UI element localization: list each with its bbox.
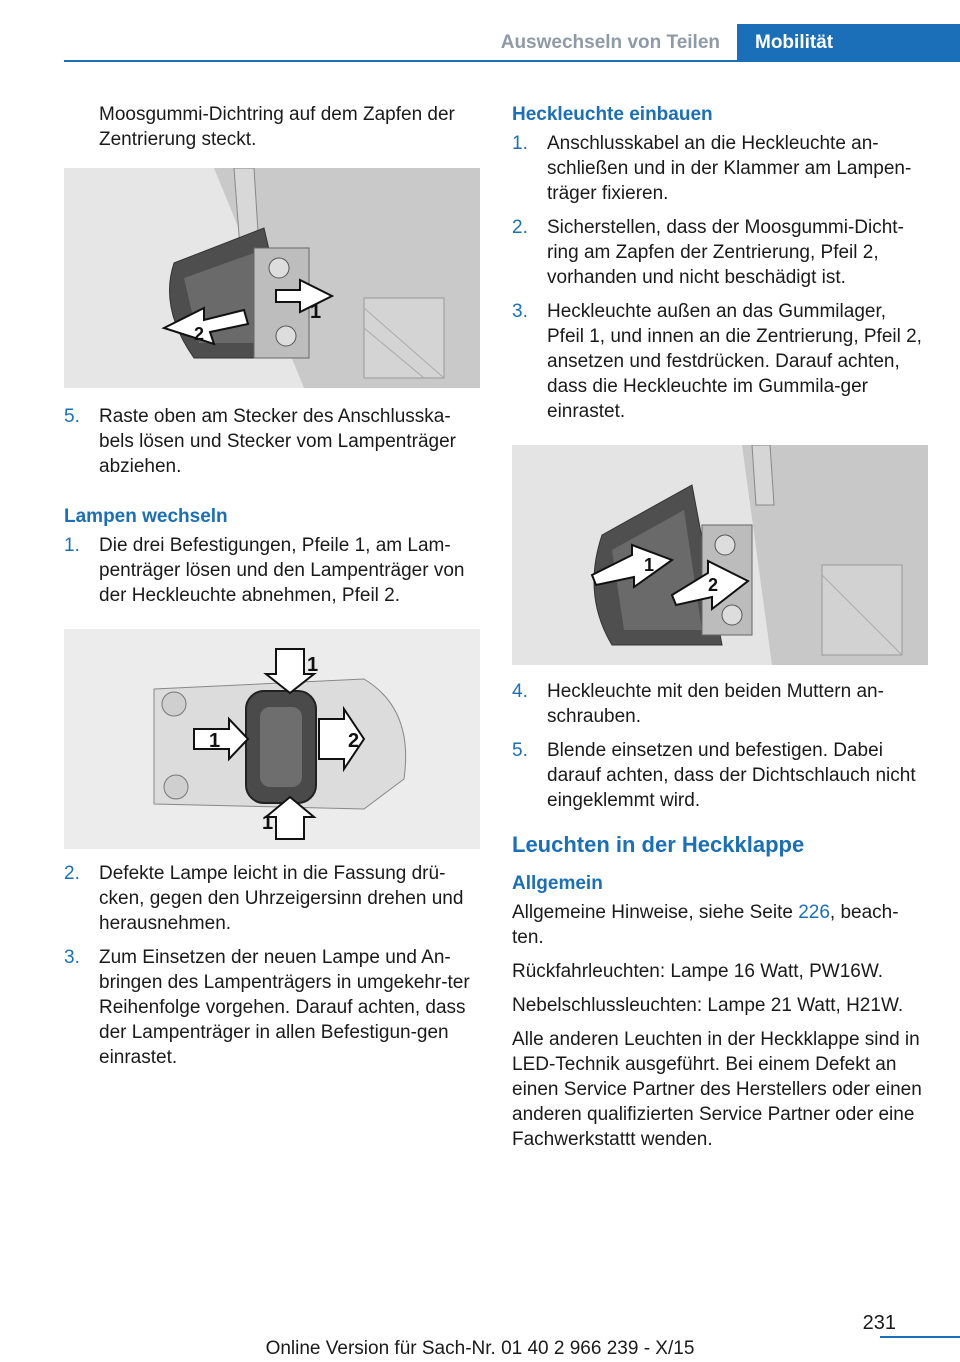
- figure2-label-bottom-1: 1: [262, 812, 274, 834]
- step-3-insert-bulb: [64, 945, 480, 1070]
- right-column: [512, 102, 928, 1161]
- general-notes-text: Allgemeine Hinweise, siehe Seite: [512, 902, 799, 923]
- figure1-label-1: 1: [310, 301, 322, 323]
- heading-allgemein: Allgemein: [512, 873, 603, 894]
- intro-paragraph: Moosgummi-Dichtring auf dem Zapfen der Zentrierung steckt.: [99, 104, 455, 150]
- figure2-label-top-1: 1: [307, 654, 319, 676]
- figure-taillight-removal: [64, 168, 480, 388]
- page-reference-link[interactable]: 226: [798, 902, 830, 923]
- step-number: 1.: [512, 133, 528, 154]
- step-number: 3.: [64, 947, 80, 968]
- step-text: Sicherstellen, dass der Moosgummi-Dicht‐ring am Zapfen der Zentrierung, Pfeil 2, vorhanden und nicht beschädigt ist.: [547, 217, 904, 288]
- install-step-2: [512, 215, 928, 290]
- step-number: 3.: [512, 301, 528, 322]
- step-text: Heckleuchte mit den beiden Muttern an‐schrauben.: [547, 681, 884, 727]
- step-text: Heckleuchte außen an das Gummilager, Pfeil 1, und innen an die Zentrierung, Pfeil 2, ansetzen und festdrücken. Darauf achten, dass die Heckleuchte im Gummila‐ger einrastet.: [547, 301, 922, 422]
- step-text: Anschlusskabel an die Heckleuchte an‐schließen und in der Klammer am Lampen‐träger fixieren.: [547, 133, 912, 204]
- fog-light-info: Nebelschlussleuchten: Lampe 21 Watt, H21W.: [512, 995, 904, 1016]
- step-1-remove-carrier: [64, 533, 480, 608]
- step-number: 5.: [512, 740, 528, 761]
- figure1-label-2: 2: [194, 324, 205, 344]
- step-5-unplug: [64, 404, 480, 479]
- step-text: Zum Einsetzen der neuen Lampe und An‐bringen des Lampenträgers in umgekehr‐ter Reihenfolge vorgehen. Darauf achten, dass der Lampenträger in allen Befestigun‐gen einrastet.: [99, 947, 470, 1068]
- step-text: Blende einsetzen und befestigen. Dabei darauf achten, dass der Dichtschlauch nicht eingeklemmt wird.: [547, 740, 916, 811]
- general-notes-paragraph: [512, 900, 928, 950]
- step-text: Die drei Befestigungen, Pfeile 1, am Lam‐penträger lösen und den Lampenträger von der Heckleuchte abnehmen, Pfeil 2.: [99, 535, 465, 606]
- step-2-remove-bulb: [64, 861, 480, 936]
- step-number: 1.: [64, 535, 80, 556]
- step-number: 2.: [64, 863, 80, 884]
- page-number: 231: [862, 1312, 896, 1334]
- left-column: [64, 102, 480, 1079]
- install-step-3: [512, 299, 928, 424]
- header-chapter-tab[interactable]: Mobilität: [737, 24, 960, 61]
- figure-lamp-carrier: [64, 629, 480, 849]
- step-text: Defekte Lampe leicht in die Fassung drü‐cken, gegen den Uhrzeigersinn drehen und herausnehmen.: [99, 863, 464, 934]
- header-section-title: Auswechseln von Teilen: [500, 31, 720, 53]
- reverse-light-info: Rückfahrleuchten: Lampe 16 Watt, PW16W.: [512, 961, 884, 982]
- install-step-1: [512, 131, 928, 206]
- figure-taillight-install: [512, 445, 928, 665]
- footer-online-version: Online Version für Sach-Nr. 01 40 2 966 239 - X/15: [265, 1338, 695, 1359]
- figure3-label-1: 1: [644, 555, 655, 575]
- step-number: 2.: [512, 217, 528, 238]
- led-info-paragraph: Alle anderen Leuchten in der Heckklappe sind in LED-Technik ausgeführt. Bei einem Defekt an einen Service Partner des Herstellers oder einen anderen qualifizierten Service Partner oder eine Fachwerkstattt wenden.: [512, 1029, 922, 1150]
- step-text: Raste oben am Stecker des Anschlusska‐bels lösen und Stecker vom Lampenträger abziehen.: [99, 406, 456, 477]
- step-number: 4.: [512, 681, 528, 702]
- heading-leuchten-heckklappe: Leuchten in der Heckklappe: [512, 832, 805, 857]
- install-step-5: [512, 738, 928, 813]
- heading-lampen-wechseln: Lampen wechseln: [64, 506, 228, 527]
- install-step-4: [512, 679, 928, 729]
- general-notes-suffix: , beach‐ten.: [512, 902, 899, 948]
- header-rule: [64, 60, 960, 62]
- step-number: 5.: [64, 406, 80, 427]
- figure2-label-right-2: 2: [348, 730, 360, 752]
- heading-heckleuchte-einbauen: Heckleuchte einbauen: [512, 104, 713, 125]
- figure3-label-2: 2: [708, 575, 719, 595]
- figure2-label-left-1: 1: [209, 730, 221, 752]
